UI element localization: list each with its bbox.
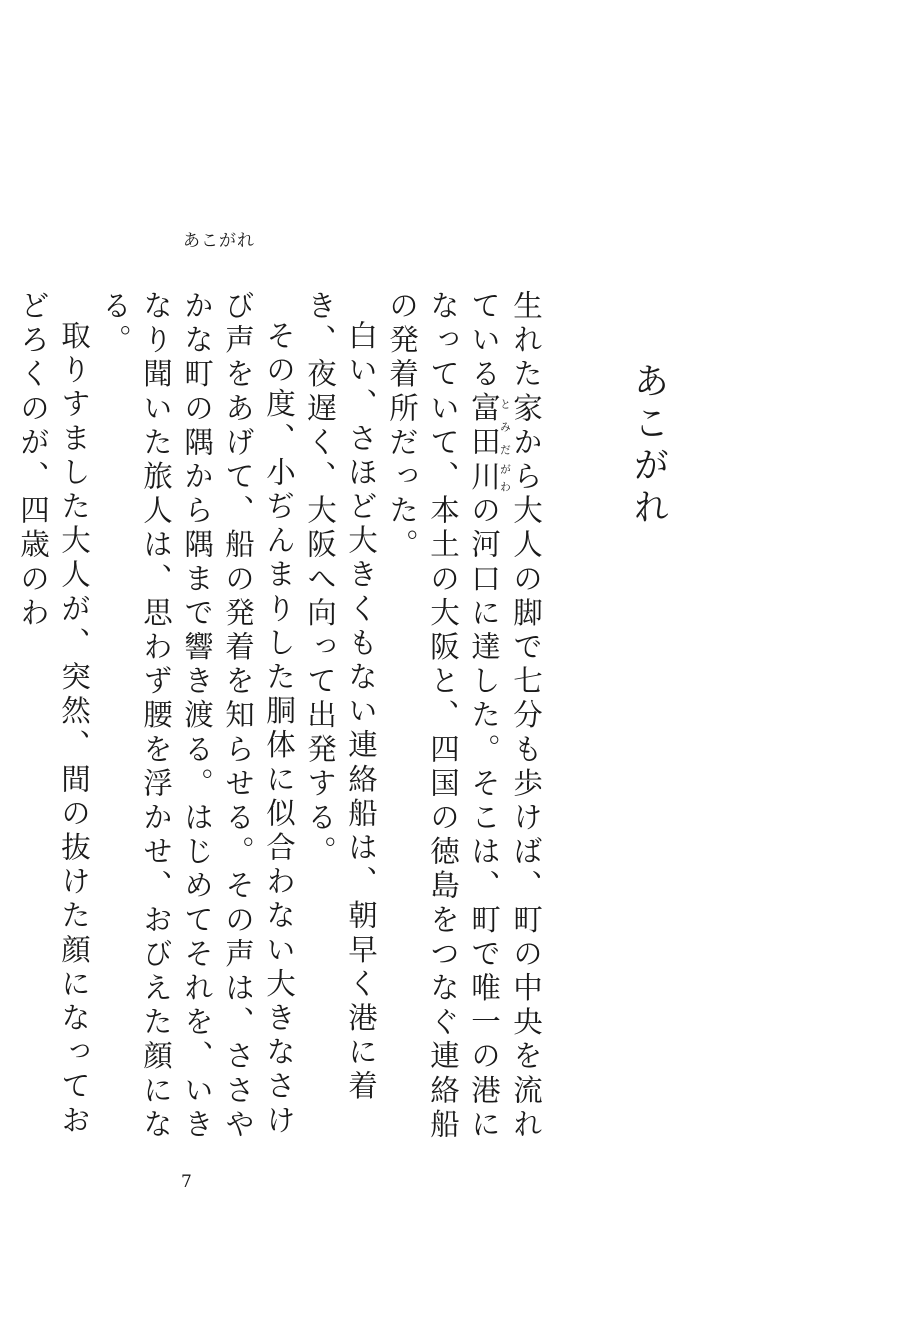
paragraph-3: その度、小ぢんまりした胴体に似合わない大きなさけび声をあげて、船の発着を知らせる。その声は、ささやかな町の隅から隅まで響き渡る。はじめてそれを、いきなり聞いた旅人は、思わず腰を浮かせ、おびえた顔になる。	[98, 290, 296, 1143]
paragraph-1-text-b: の河口に達した。そこは、町で唯一の港になっていて、本土の大阪と、四国の徳島をつなぐ連絡船の発着所だった。	[385, 290, 501, 1143]
ruby-tomida: 富田とみだ	[467, 392, 512, 461]
ruby-reading-tomida: とみだ	[498, 392, 512, 461]
paragraph-4: 取りすました大人が、突然、間の抜けた顔になっておどろくのが、四歳のわ	[16, 290, 91, 1138]
ruby-reading-gawa: がわ	[498, 460, 512, 495]
paragraph-1	[381, 290, 546, 1150]
ruby-gawa: 川がわ	[467, 460, 512, 495]
page-number: 7	[181, 1172, 192, 1192]
body-text	[16, 290, 546, 1150]
running-head: あこがれ	[183, 231, 255, 251]
paragraph-1-text-a: 生れた家から大人の脚で七分も歩けば、町の中央を流れている	[467, 290, 543, 1143]
chapter-title: あこがれ	[628, 362, 669, 530]
paragraph-2: 白い、さほど大きくもない連絡船は、朝早く港に着き、夜遅く、大阪へ向って出発する。	[303, 290, 378, 1104]
